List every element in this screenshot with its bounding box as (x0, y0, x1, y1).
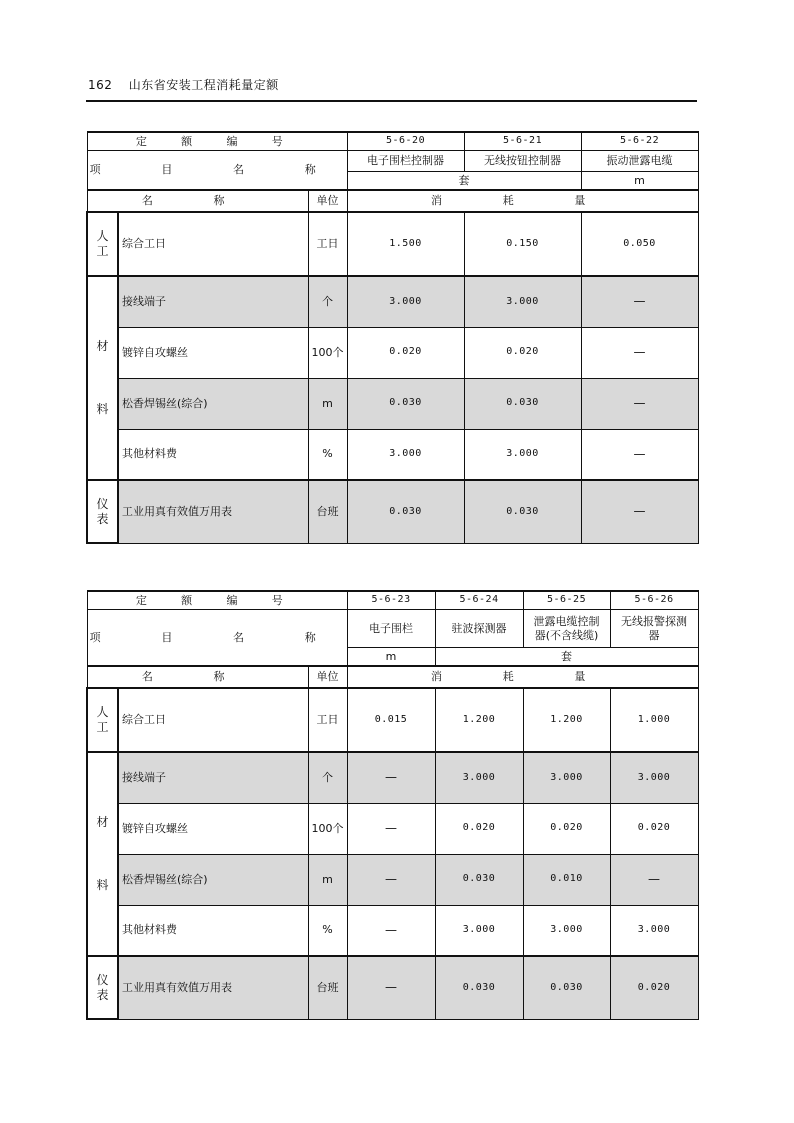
page-header (88, 76, 279, 93)
row-name: 松香焊锡丝(综合) (118, 378, 308, 429)
table-row (87, 327, 698, 378)
row-value: 0.030 (435, 956, 523, 1019)
quota-table-1 (86, 131, 699, 544)
item-name: 无线报警探测器 (610, 610, 698, 648)
unit-merged: 套 (347, 172, 581, 191)
row-value: — (581, 480, 698, 543)
row-value: — (347, 752, 435, 803)
code-row (87, 132, 698, 151)
table-row (87, 429, 698, 480)
row-unit: % (308, 905, 347, 956)
row-name: 其他材料费 (118, 429, 308, 480)
group-instrument: 仪 表 (87, 956, 118, 1019)
row-value: — (581, 378, 698, 429)
row-value: 0.030 (347, 480, 464, 543)
unit-first: m (347, 648, 435, 667)
row-value: 3.000 (347, 429, 464, 480)
row-name: 工业用真有效值万用表 (118, 480, 308, 543)
row-name: 综合工日 (118, 212, 308, 276)
quota-code: 5-6-22 (581, 132, 698, 151)
item-name: 电子围栏 (347, 610, 435, 648)
item-name: 电子围栏控制器 (347, 151, 464, 172)
row-value: 0.020 (347, 327, 464, 378)
table-row (87, 905, 698, 956)
row-value: 0.020 (610, 956, 698, 1019)
group-labor: 人 工 (87, 212, 118, 276)
row-value: 0.150 (464, 212, 581, 276)
quota-code: 5-6-23 (347, 591, 435, 610)
item-name: 振动泄露电缆 (581, 151, 698, 172)
quota-code: 5-6-25 (523, 591, 610, 610)
row-value: 0.010 (523, 854, 610, 905)
row-value: — (610, 854, 698, 905)
table-row (87, 276, 698, 327)
row-unit: m (308, 378, 347, 429)
row-unit: 工日 (308, 212, 347, 276)
item-name-row (87, 610, 698, 648)
row-value: 0.030 (464, 480, 581, 543)
item-name-row (87, 151, 698, 172)
row-value: 3.000 (435, 905, 523, 956)
row-value: 0.030 (464, 378, 581, 429)
row-value: — (581, 429, 698, 480)
header-rule (86, 100, 697, 102)
row-value: — (347, 854, 435, 905)
quota-code: 5-6-21 (464, 132, 581, 151)
row-unit: 100个 (308, 803, 347, 854)
item-name: 驻波探测器 (435, 610, 523, 648)
row-name: 镀锌自攻螺丝 (118, 803, 308, 854)
column-header-row (87, 190, 698, 212)
item-name: 无线按钮控制器 (464, 151, 581, 172)
row-value: — (347, 803, 435, 854)
quota-code-label: 定 额 编 号 (87, 132, 347, 151)
row-name: 接线端子 (118, 276, 308, 327)
row-unit: 个 (308, 752, 347, 803)
book-title: 山东省安装工程消耗量定额 (128, 78, 279, 92)
group-material: 材 料 (87, 752, 118, 956)
row-name: 镀锌自攻螺丝 (118, 327, 308, 378)
row-value: 3.000 (610, 905, 698, 956)
consumption-label: 消 耗 量 (347, 190, 698, 212)
row-value: 1.200 (435, 688, 523, 752)
consumption-label: 消 耗 量 (347, 666, 698, 688)
row-value: 1.200 (523, 688, 610, 752)
row-unit: 工日 (308, 688, 347, 752)
row-unit: 台班 (308, 480, 347, 543)
row-value: — (581, 276, 698, 327)
row-value: 0.030 (523, 956, 610, 1019)
row-value: 1.500 (347, 212, 464, 276)
name-label: 名 称 (87, 190, 308, 212)
row-unit: % (308, 429, 347, 480)
row-value: 0.020 (523, 803, 610, 854)
row-value: 0.050 (581, 212, 698, 276)
table-row (87, 688, 698, 752)
row-name: 工业用真有效值万用表 (118, 956, 308, 1019)
quota-code: 5-6-24 (435, 591, 523, 610)
table-row (87, 480, 698, 543)
quota-code-label: 定 额 编 号 (87, 591, 347, 610)
quota-table-2 (86, 590, 699, 1020)
row-value: — (347, 905, 435, 956)
row-unit: 台班 (308, 956, 347, 1019)
row-value: 0.020 (610, 803, 698, 854)
item-name-label: 项 目 名 称 (87, 151, 347, 191)
row-value: 1.000 (610, 688, 698, 752)
table-row (87, 803, 698, 854)
row-value: 0.030 (435, 854, 523, 905)
row-name: 松香焊锡丝(综合) (118, 854, 308, 905)
row-unit: m (308, 854, 347, 905)
row-value: — (581, 327, 698, 378)
row-unit: 个 (308, 276, 347, 327)
row-value: 3.000 (523, 752, 610, 803)
quota-code: 5-6-26 (610, 591, 698, 610)
row-value: 3.000 (435, 752, 523, 803)
page-number: 162 (88, 78, 113, 92)
quota-code: 5-6-20 (347, 132, 464, 151)
table-row (87, 956, 698, 1019)
item-name: 泄露电缆控制器(不含线缆) (523, 610, 610, 648)
row-value: 0.020 (464, 327, 581, 378)
item-name-label: 项 目 名 称 (87, 610, 347, 667)
row-value: 0.020 (435, 803, 523, 854)
group-material: 材 料 (87, 276, 118, 480)
column-header-row (87, 666, 698, 688)
row-name: 接线端子 (118, 752, 308, 803)
row-unit: 100个 (308, 327, 347, 378)
unit-label: 单位 (308, 666, 347, 688)
code-row (87, 591, 698, 610)
table-row (87, 854, 698, 905)
row-value: 3.000 (464, 276, 581, 327)
row-value: 3.000 (464, 429, 581, 480)
row-value: 0.015 (347, 688, 435, 752)
unit-label: 单位 (308, 190, 347, 212)
group-labor: 人 工 (87, 688, 118, 752)
row-value: 0.030 (347, 378, 464, 429)
name-label: 名 称 (87, 666, 308, 688)
row-value: — (347, 956, 435, 1019)
table-row (87, 212, 698, 276)
unit-last: m (581, 172, 698, 191)
unit-merged: 套 (435, 648, 698, 667)
row-name: 其他材料费 (118, 905, 308, 956)
table-row (87, 752, 698, 803)
row-value: 3.000 (347, 276, 464, 327)
row-value: 3.000 (523, 905, 610, 956)
row-name: 综合工日 (118, 688, 308, 752)
group-instrument: 仪 表 (87, 480, 118, 543)
row-value: 3.000 (610, 752, 698, 803)
table-row (87, 378, 698, 429)
